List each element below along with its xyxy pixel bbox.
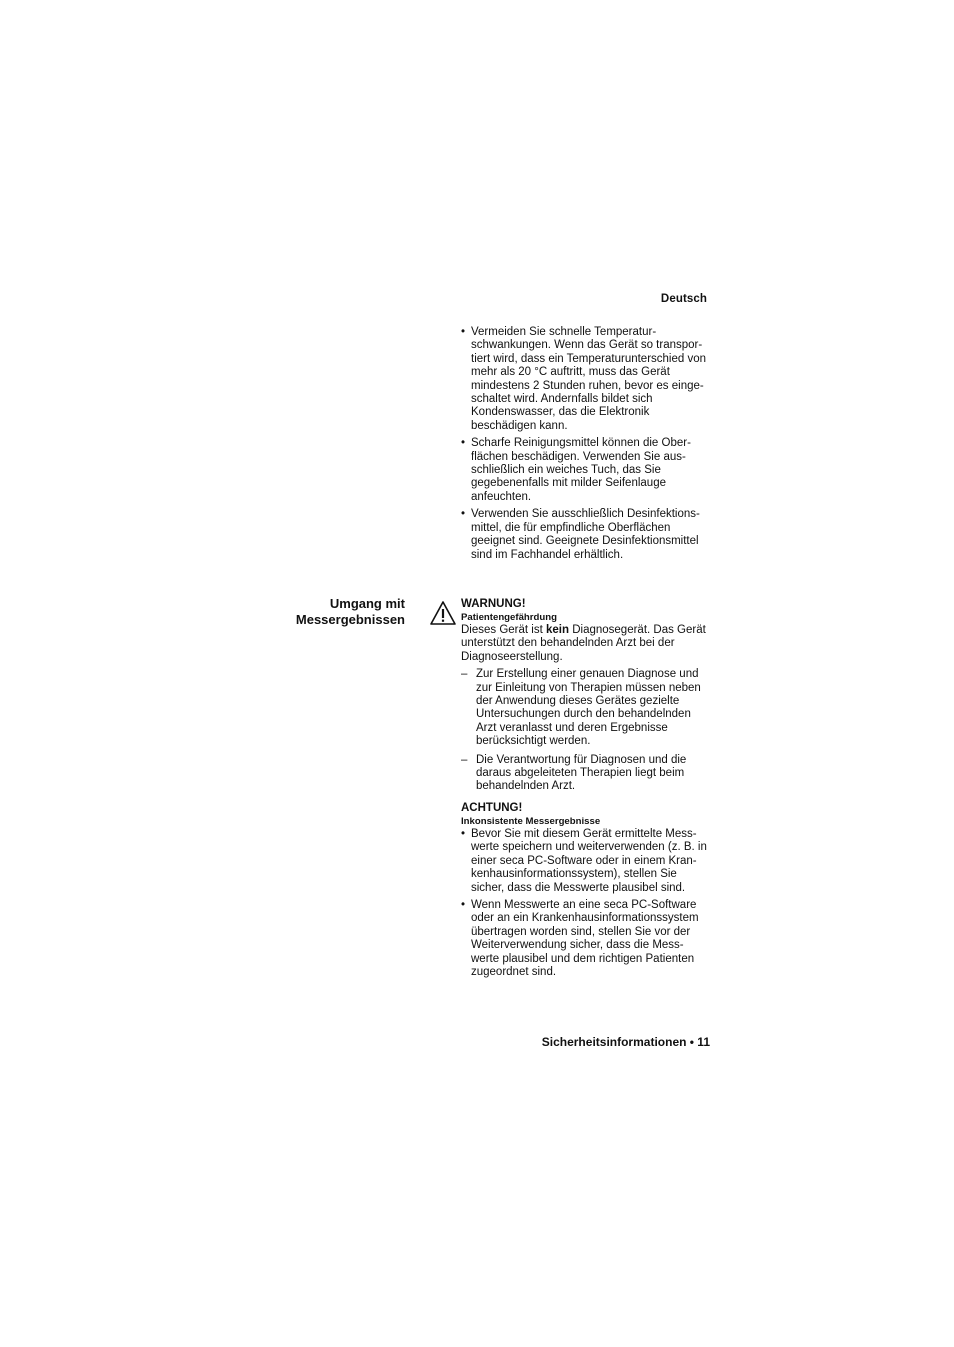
list-item — [461, 754, 711, 794]
warning-text-emphasis: kein — [546, 624, 570, 636]
dash-icon: – — [461, 753, 468, 766]
language-label: Deutsch — [660, 293, 707, 305]
bullet-icon: • — [461, 508, 466, 521]
bullet-icon: • — [461, 899, 466, 912]
warning-text — [461, 624, 711, 664]
list-item — [461, 508, 711, 562]
list-item-text: Bevor Sie mit diesem Gerät ermittelte Mess-werte speichern und weiterverwenden (z. B. in einer seca PC-Software oder in einem Kran-kenhausinformationssystem), stellen Sie sicher, dass die Messwerte plausibel sind. — [471, 828, 707, 894]
list-item — [461, 437, 711, 504]
bullet-icon: • — [461, 326, 466, 338]
list-item-text: Die Verantwortung für Diagnosen und die daraus abgeleiteten Therapien liegt beim behandelnden Arzt. — [476, 753, 687, 793]
section-heading-line2: Messergebnissen — [295, 611, 405, 627]
bullet-icon: • — [461, 828, 466, 840]
section-heading-line1: Umgang mit — [329, 596, 405, 611]
list-item-text: Zur Erstellung einer genauen Diagnose und zur Einleitung von Therapien müssen neben der Anwendung dieses Gerätes gezielte Untersuchungen durch den behandelnden Arzt veranlasst und deren Ergebnisse berücksichtigt werden. — [476, 668, 701, 748]
caution-label: ACHTUNG! — [461, 802, 523, 814]
page-footer: Sicherheitsinformationen • 11 — [541, 1035, 710, 1049]
care-bullet-list — [461, 326, 711, 566]
warning-triangle-icon — [429, 600, 457, 626]
dash-icon: – — [461, 668, 468, 681]
warning-block — [461, 598, 711, 799]
warning-label: WARNUNG! — [461, 598, 526, 610]
list-item-text: Wenn Messwerte an eine seca PC-Software oder an ein Krankenhausinformationssystem übertragen worden sind, stellen Sie vor der Weiterverwendung sicher, dass die Mess-werte plausibel und dem richtigen Patienten zugeordnet sind. — [471, 899, 699, 979]
list-item — [461, 899, 711, 979]
list-item-text: Scharfe Reinigungsmittel können die Ober-flächen beschädigen. Verwenden Sie aus-schließlich ein weiches Tuch, das Sie gegebenenfalls mit milder Seifenlauge anfeuchten. — [471, 437, 691, 503]
bullet-icon: • — [461, 437, 466, 450]
warning-text-start: Dieses Gerät ist — [461, 624, 546, 636]
caution-subtitle: Inkonsistente Messergebnisse — [461, 816, 601, 827]
list-item-text: Vermeiden Sie schnelle Temperatur-schwankungen. Wenn das Gerät so transpor-tiert wird, dass ein Temperaturunterschied von mehr als 20 °C auftritt, muss das Gerät mindestens 2 Stunden ruhen, bevor es einge-schaltet wird. Andernfalls bildet sich Kondenswasser, das die Elektronik beschädigen kann. — [471, 326, 707, 432]
list-item — [461, 668, 711, 748]
section-heading — [270, 596, 405, 627]
list-item — [461, 326, 711, 433]
warning-subtitle: Patientengefährdung — [461, 612, 557, 623]
list-item-text: Verwenden Sie ausschließlich Desinfektions-mittel, die für empfindliche Oberflächen geeignet sind. Geeignete Desinfektionsmittel sind im Fachhandel erhältlich. — [471, 508, 700, 561]
warning-text-end: Diagnosegerät. Das Gerät unterstützt den behandelnden Arzt bei der Diagnoseerstellung. — [461, 624, 706, 663]
caution-block — [461, 802, 711, 983]
list-item — [461, 828, 711, 895]
